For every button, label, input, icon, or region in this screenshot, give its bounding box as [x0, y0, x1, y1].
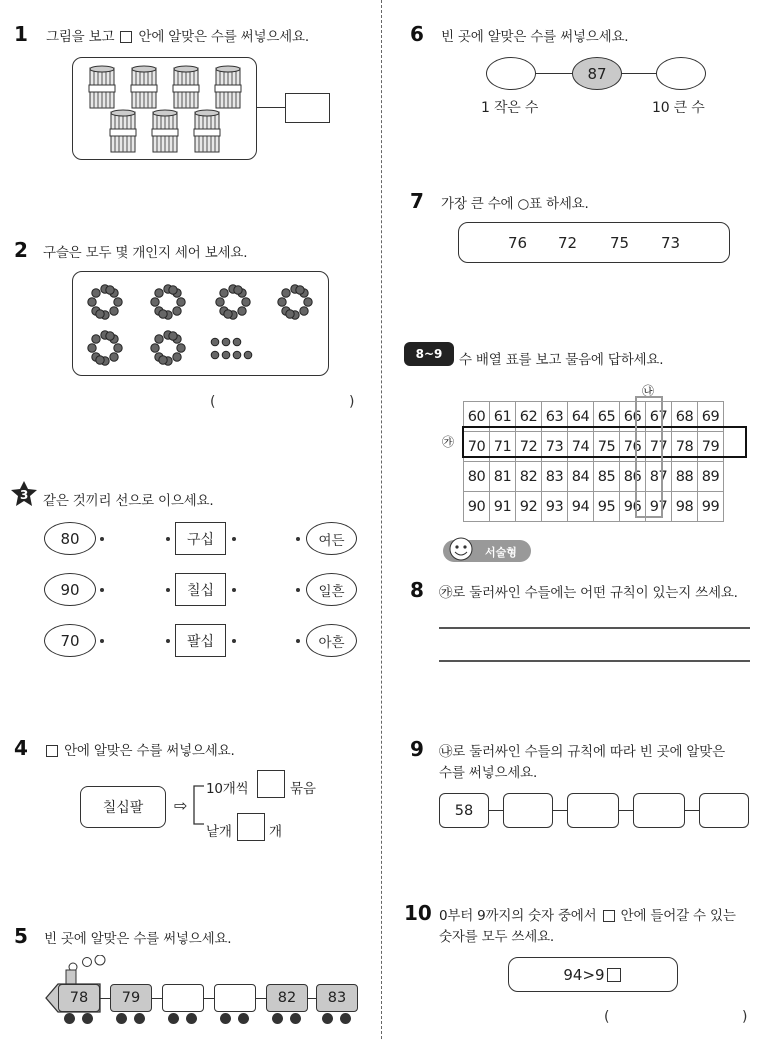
blank-square-icon	[120, 31, 132, 43]
wheel-icon	[134, 1013, 145, 1024]
number-oval-70: 70	[44, 624, 96, 657]
q10-question-line1	[439, 904, 736, 924]
train-car: 82	[266, 984, 308, 1012]
connect-dot[interactable]	[100, 588, 104, 592]
q4-line2-pre: 낱개	[206, 824, 232, 840]
q10-paren-open: (	[604, 1009, 610, 1025]
q9-answer-box[interactable]	[503, 793, 553, 828]
q7-value[interactable]: 76	[508, 234, 528, 252]
q6-left-label: 1 작은 수	[481, 100, 539, 116]
train-coupler	[308, 998, 316, 999]
grid-cell: 92	[516, 492, 542, 522]
train-car-blank[interactable]	[214, 984, 256, 1012]
q4-line2-post: 개	[269, 824, 282, 840]
marble-ring-icon	[216, 285, 250, 319]
q4-question	[44, 739, 235, 759]
number-oval-90: 90	[44, 573, 96, 606]
q8-answer-line[interactable]	[439, 627, 750, 629]
blank-square-icon	[603, 910, 615, 922]
q6-number: 6	[410, 22, 424, 46]
q2-marbles-frame	[72, 271, 329, 376]
marbles-illustration	[73, 272, 328, 375]
wheel-icon	[116, 1013, 127, 1024]
q4-line1-post: 묶음	[290, 781, 316, 797]
q6-link-left	[534, 73, 574, 74]
grid-cell: 89	[698, 462, 724, 492]
grid-cell: 63	[542, 402, 568, 432]
grid-cell: 61	[490, 402, 516, 432]
q4-line1	[206, 777, 248, 797]
q9-answer-box[interactable]	[633, 793, 685, 828]
grid-cell: 60	[464, 402, 490, 432]
q4-units-answer-box[interactable]	[237, 813, 265, 841]
grid-row	[464, 492, 724, 522]
column-highlight-frame	[635, 396, 663, 518]
connect-dot[interactable]	[100, 639, 104, 643]
svg-text:3: 3	[20, 488, 29, 502]
q7-value[interactable]: 75	[610, 234, 630, 252]
q4-number: 4	[14, 736, 28, 760]
q9-link	[489, 810, 503, 811]
marble-ring-icon	[278, 285, 312, 319]
wheel-icon	[186, 1013, 197, 1024]
q9-start-box: 58	[439, 793, 489, 828]
arrow-right-icon: ⇨	[174, 796, 188, 815]
q4-word-box: 칠십팔	[80, 786, 166, 828]
train-car: 78	[58, 984, 100, 1012]
grid-cell: 85	[594, 462, 620, 492]
descriptive-badge-icon	[441, 536, 533, 566]
row-highlight-frame	[462, 426, 747, 458]
q2-paren-close: )	[349, 394, 355, 410]
grid-cell: 86	[620, 462, 646, 492]
grid-cell: 98	[672, 492, 698, 522]
q10-paren-close: )	[742, 1009, 748, 1025]
q6-right-label: 10 큰 수	[652, 100, 705, 116]
q2-answer-field[interactable]	[214, 394, 348, 412]
grid-cell: 74	[568, 432, 594, 462]
sino-word-box: 팔십	[175, 624, 226, 657]
native-word-oval: 여든	[306, 522, 357, 555]
bundle-icon	[131, 66, 157, 108]
q4-line1-pre: 10개씩	[206, 781, 249, 797]
q1-question	[46, 25, 309, 45]
wheel-icon	[64, 1013, 75, 1024]
q5-question: 빈 곳에 알맞은 수를 써넣으세요.	[44, 931, 232, 947]
train-coupler	[204, 998, 214, 999]
grid-cell: 93	[542, 492, 568, 522]
q3-question: 같은 것끼리 선으로 이으세요.	[43, 493, 214, 509]
wheel-icon	[168, 1013, 179, 1024]
q7-question: 가장 큰 수에 ○표 하세요.	[441, 196, 589, 212]
q10-number: 10	[404, 901, 432, 925]
grid-cell: 72	[516, 432, 542, 462]
connect-dot[interactable]	[296, 588, 300, 592]
q1-connector-line	[257, 107, 285, 108]
bundle-icon	[194, 110, 220, 152]
q6-left-answer-oval[interactable]	[486, 57, 536, 90]
q4-text: 안에 알맞은 수를 써넣으세요.	[64, 743, 235, 759]
q8-number: 8	[410, 578, 424, 602]
bundle-icon	[215, 66, 241, 108]
q1-answer-box[interactable]	[285, 93, 330, 123]
grid-cell: 90	[464, 492, 490, 522]
grid-cell: 81	[490, 462, 516, 492]
q7-value[interactable]: 72	[558, 234, 578, 252]
grid-cell: 79	[698, 432, 724, 462]
q10-question-line2: 숫자를 모두 쓰세요.	[439, 929, 555, 945]
grid-cell: 75	[594, 432, 620, 462]
bundle-icon	[89, 66, 115, 108]
q7-values-box	[458, 222, 730, 263]
column-divider	[381, 0, 382, 1039]
wheel-icon	[220, 1013, 231, 1024]
q9-link	[685, 810, 699, 811]
connect-dot[interactable]	[232, 639, 236, 643]
connect-dot[interactable]	[100, 537, 104, 541]
q9-number: 9	[410, 737, 424, 761]
q10-text-post: 안에 들어갈 수 있는	[620, 908, 736, 924]
connect-dot[interactable]	[166, 639, 170, 643]
native-word-oval: 일흔	[306, 573, 357, 606]
train-coupler	[100, 998, 110, 999]
wheel-icon	[272, 1013, 283, 1024]
grid-cell: 82	[516, 462, 542, 492]
grid-cell: 65	[594, 402, 620, 432]
marker-row-label: ㉮	[442, 435, 455, 449]
grid-cell: 62	[516, 402, 542, 432]
q5-number: 5	[14, 924, 28, 948]
grid-cell: 71	[490, 432, 516, 462]
train-car: 79	[110, 984, 152, 1012]
grid-cell: 94	[568, 492, 594, 522]
star-icon	[10, 480, 38, 508]
q9-link	[619, 810, 633, 811]
marble-ring-icon	[151, 331, 185, 365]
q9-link	[553, 810, 567, 811]
connect-dot[interactable]	[232, 537, 236, 541]
grid-cell: 84	[568, 462, 594, 492]
sino-word-box: 구십	[175, 522, 226, 555]
grid-cell: 69	[698, 402, 724, 432]
q6-question: 빈 곳에 알맞은 수를 써넣으세요.	[441, 29, 629, 45]
q10-expression: 94>9	[563, 965, 605, 984]
q1-picture-frame	[72, 57, 257, 160]
q3-star-badge	[10, 480, 38, 508]
connect-dot[interactable]	[166, 588, 170, 592]
q10-answer-field[interactable]	[612, 1009, 738, 1027]
q4-bundles-answer-box[interactable]	[257, 770, 285, 798]
q2-number: 2	[14, 238, 28, 262]
grid-cell: 70	[464, 432, 490, 462]
svg-text:서술형: 서술형	[485, 546, 517, 559]
q4-bracket	[190, 780, 206, 830]
train-car-blank[interactable]	[162, 984, 204, 1012]
q1-text-pre: 그림을 보고	[46, 29, 115, 45]
grid-cell: 95	[594, 492, 620, 522]
pencil-bundles-illustration	[73, 58, 256, 159]
grid-cell: 77	[646, 432, 672, 462]
grid-cell: 83	[542, 462, 568, 492]
grid-cell: 76	[620, 432, 646, 462]
q8-9-badge: 8~9	[404, 342, 454, 366]
sino-word-box: 칠십	[175, 573, 226, 606]
bundle-icon	[110, 110, 136, 152]
wheel-icon	[238, 1013, 249, 1024]
grid-cell: 78	[672, 432, 698, 462]
grid-cell: 66	[620, 402, 646, 432]
train-car: 83	[316, 984, 358, 1012]
q9-question-line2: 수를 써넣으세요.	[439, 765, 538, 781]
grid-cell: 96	[620, 492, 646, 522]
q8-9-question: 수 배열 표를 보고 물음에 답하세요.	[459, 352, 664, 368]
q2-question: 구슬은 모두 몇 개인지 세어 보세요.	[43, 245, 248, 261]
wheel-icon	[340, 1013, 351, 1024]
wheel-icon	[290, 1013, 301, 1024]
bundle-icon	[173, 66, 199, 108]
number-oval-80: 80	[44, 522, 96, 555]
grid-cell: 64	[568, 402, 594, 432]
blank-square-icon	[607, 968, 621, 982]
connect-dot[interactable]	[232, 588, 236, 592]
q8-question: ㉮로 둘러싸인 수들에는 어떤 규칙이 있는지 쓰세요.	[439, 585, 738, 601]
train-coupler	[152, 998, 162, 999]
q10-expression-box	[508, 957, 678, 992]
grid-cell: 73	[542, 432, 568, 462]
q1-text-post: 안에 알맞은 수를 써넣으세요.	[138, 29, 309, 45]
q9-answer-box[interactable]	[567, 793, 619, 828]
q8-answer-line[interactable]	[439, 660, 750, 662]
q9-question-line1: ㉯로 둘러싸인 수들의 규칙에 따라 빈 곳에 알맞은	[439, 744, 725, 760]
marble-ring-icon	[151, 285, 185, 319]
native-word-oval: 아흔	[306, 624, 357, 657]
q7-value[interactable]: 73	[661, 234, 681, 252]
wheel-icon	[82, 1013, 93, 1024]
wheel-icon	[322, 1013, 333, 1024]
q7-number: 7	[410, 189, 424, 213]
marble-ring-icon	[88, 331, 122, 365]
number-grid	[463, 401, 724, 522]
bundle-icon	[152, 110, 178, 152]
marble-ring-icon	[88, 285, 122, 319]
grid-cell: 87	[646, 462, 672, 492]
q9-answer-box[interactable]	[699, 793, 749, 828]
q1-number: 1	[14, 22, 28, 46]
grid-cell: 68	[672, 402, 698, 432]
grid-cell: 97	[646, 492, 672, 522]
connect-dot[interactable]	[166, 537, 170, 541]
marker-col-label: ㉯	[642, 384, 655, 398]
grid-cell: 80	[464, 462, 490, 492]
q6-link-right	[620, 73, 658, 74]
grid-row	[464, 462, 724, 492]
q2-paren-open: (	[210, 394, 216, 410]
grid-cell: 67	[646, 402, 672, 432]
grid-cell: 88	[672, 462, 698, 492]
loose-marbles-icon	[211, 338, 252, 359]
grid-cell: 91	[490, 492, 516, 522]
train-coupler	[256, 998, 266, 999]
grid-cell: 99	[698, 492, 724, 522]
blank-square-icon	[46, 745, 58, 757]
q6-center-oval: 87	[572, 57, 622, 90]
q10-text-pre: 0부터 9까지의 숫자 중에서	[439, 908, 597, 924]
connect-dot[interactable]	[296, 537, 300, 541]
q6-right-answer-oval[interactable]	[656, 57, 706, 90]
connect-dot[interactable]	[296, 639, 300, 643]
